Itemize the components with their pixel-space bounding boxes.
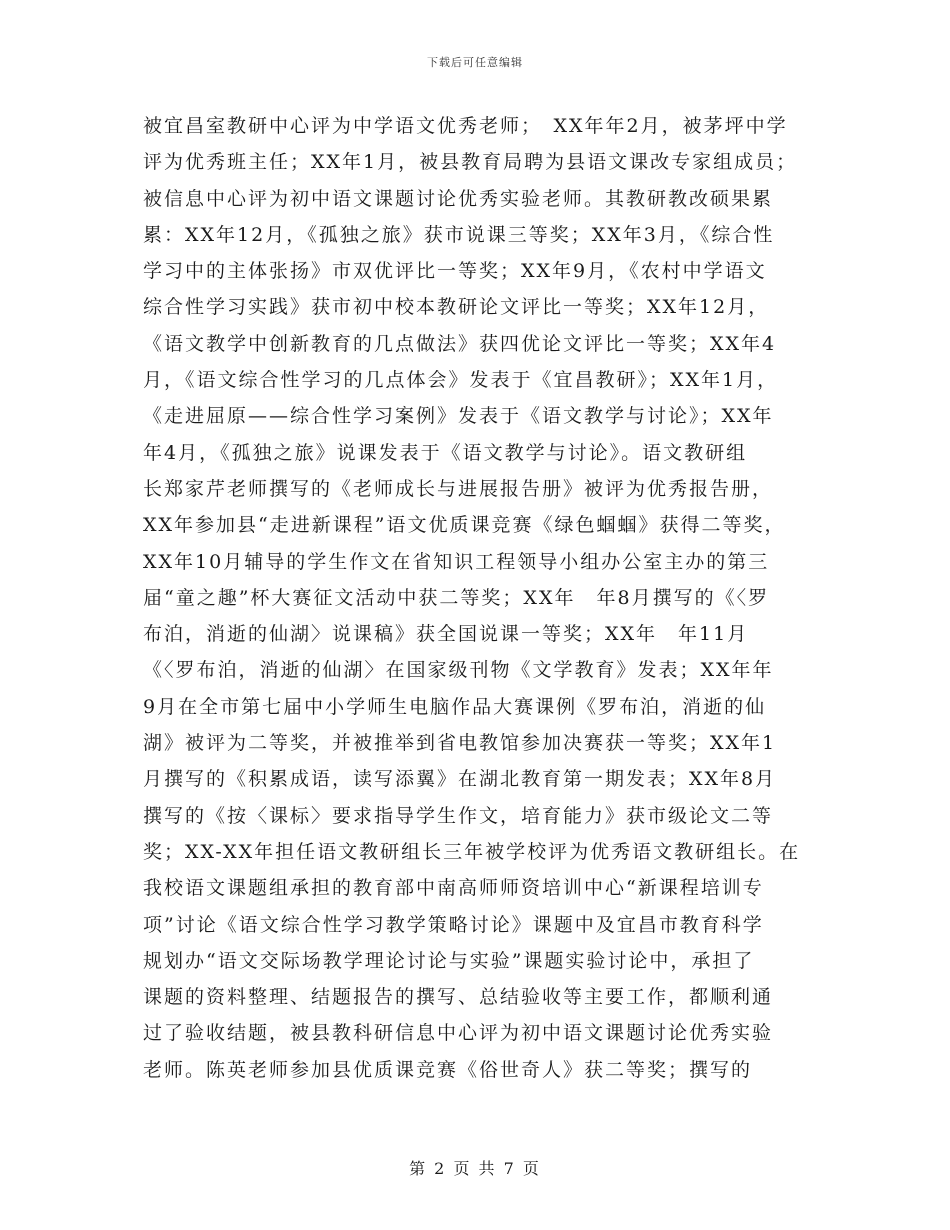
text-line: 《走进屈原——综合性学习案例》发表于《语文教学与讨论》；XX年 [143, 405, 774, 428]
text-line: XX年参加县“走进新课程”语文优质课竞赛《绿色蝈蝈》获得二等奖， [143, 514, 786, 537]
text-line: 年4月，《孤独之旅》说课发表于《语文教学与讨论》。语文教研组 [143, 441, 748, 464]
text-line: 评为优秀班主任；XX年1月，被县教育局聘为县语文课改专家组成员； [143, 151, 798, 174]
text-line: 撰写的《按〈课标〉要求指导学生作文，培育能力》获市级论文二等 [143, 804, 774, 827]
text-line: 被宜昌室教研中心评为中学语文优秀老师； XX年年2月，被茅坪中学 [143, 115, 788, 137]
text-line: 湖》被评为二等奖，并被推举到省电教馆参加决赛获一等奖；XX年1 [143, 732, 777, 755]
text-line: 项”讨论《语文综合性学习教学策略讨论》课题中及宜昌市教育科学 [143, 913, 764, 936]
text-line: XX年10月辅导的学生作文在省知识工程领导小组办公室主办的第三 [143, 550, 770, 573]
text-line: 学习中的主体张扬》市双优评比一等奖；XX年9月，《农村中学语文 [143, 260, 767, 283]
text-line: 月撰写的《积累成语，读写添翼》在湖北教育第一期发表；XX年8月 [143, 768, 777, 791]
text-line: 被信息中心评为初中语文课题讨论优秀实验老师。其教研教改硕果累 [143, 187, 774, 210]
text-line: 奖；XX-XX年担任语文教研组长三年被学校评为优秀语文教研组长。在 [143, 840, 801, 863]
page-number: 第 2 页 共 7 页 [409, 1159, 541, 1178]
text-line: 长郑家芹老师撰写的《老师成长与进展报告册》被评为优秀报告册， [143, 477, 774, 500]
text-line: 《〈罗布泊，消逝的仙湖〉在国家级刊物《文学教育》发表；XX年年 [143, 659, 774, 682]
text-line: 9月在全市第七届中小学师生电脑作品大赛课例《罗布泊，消逝的仙 [143, 695, 767, 718]
text-line: 过了验收结题，被县教科研信息中心评为初中语文课题讨论优秀实验 [143, 1022, 774, 1045]
text-line: 累：XX年12月，《孤独之旅》获市说课三等奖；XX年3月，《综合性 [143, 223, 775, 246]
text-line: 《语文教学中创新教育的几点做法》获四优论文评比一等奖；XX年4 [143, 332, 777, 355]
text-line: 规划办“语文交际场教学理论讨论与实验”课题实验讨论中，承担了 [143, 949, 755, 972]
text-line: 届“童之趣”杯大赛征文活动中获二等奖；XX年 年8月撰写的《〈罗 [143, 586, 770, 609]
text-line: 布泊，消逝的仙湖〉说课稿》获全国说课一等奖；XX年 年11月 [143, 623, 749, 646]
text-line: 课题的资料整理、结题报告的撰写、总结验收等主要工作，都顺利通 [143, 986, 774, 1009]
text-line: 老师。陈英老师参加县优质课竞赛《俗世奇人》获二等奖；撰写的 [143, 1058, 753, 1081]
document-body [143, 108, 813, 1088]
page-header: 下载后可任意编辑 [427, 56, 523, 69]
text-line: 我校语文课题组承担的教育部中南高师师资培训中心“新课程培训专 [143, 877, 764, 900]
text-line: 月，《语文综合性学习的几点体会》发表于《宜昌教研》；XX年1月， [143, 369, 779, 392]
text-line: 综合性学习实践》获市初中校本教研论文评比一等奖；XX年12月， [143, 296, 770, 319]
